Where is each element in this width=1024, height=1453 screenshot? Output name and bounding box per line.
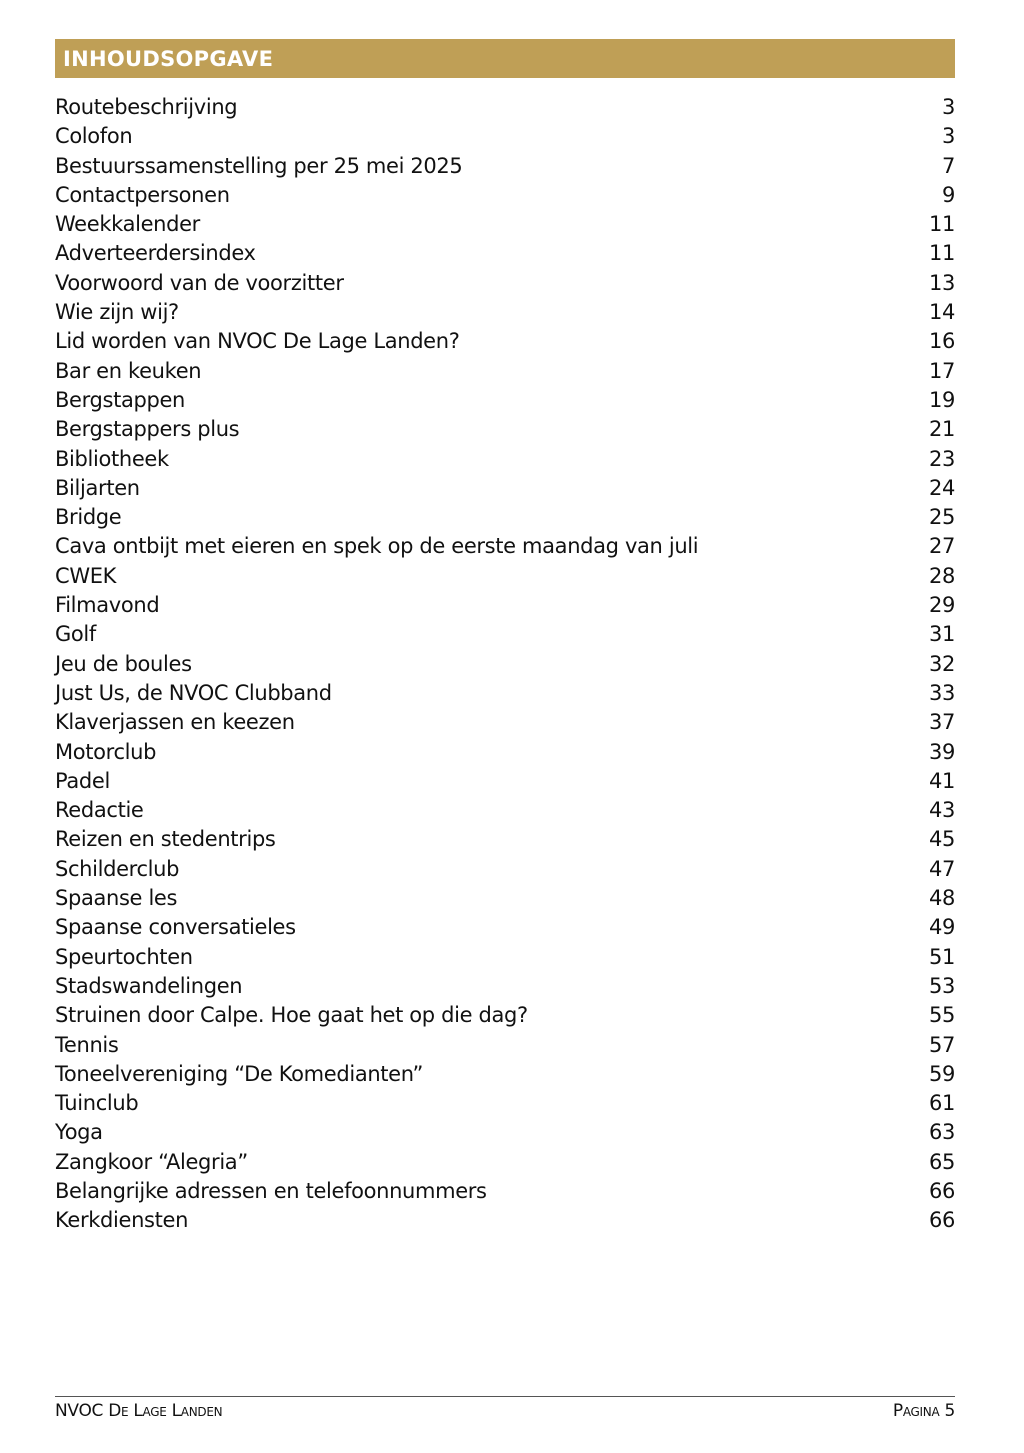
toc-entry-page-number[interactable]: 17 bbox=[928, 358, 955, 383]
toc-entry-title[interactable]: Tuinclub bbox=[55, 1091, 139, 1116]
toc-entry-title[interactable]: Padel bbox=[55, 768, 110, 793]
toc-entry[interactable] bbox=[55, 1148, 955, 1177]
toc-entry-page-number[interactable]: 11 bbox=[928, 212, 955, 237]
toc-entry-title[interactable]: Bar en keuken bbox=[55, 358, 202, 383]
toc-entry-page-number[interactable]: 28 bbox=[928, 563, 955, 588]
toc-entry[interactable] bbox=[55, 943, 955, 972]
toc-entry-title[interactable]: Filmavond bbox=[55, 593, 160, 618]
toc-entry[interactable] bbox=[55, 1001, 955, 1030]
toc-entry-title[interactable]: Struinen door Calpe. Hoe gaat het op die dag? bbox=[55, 1003, 528, 1028]
toc-entry-page-number[interactable]: 19 bbox=[928, 387, 955, 412]
toc-entry-page-number[interactable]: 16 bbox=[928, 329, 955, 354]
toc-entry-title[interactable]: Klaverjassen en keezen bbox=[55, 710, 295, 735]
footer-page-number: Pagina 5 bbox=[892, 1401, 955, 1421]
toc-entry[interactable] bbox=[55, 650, 955, 679]
toc-entry-title[interactable]: Just Us, de NVOC Clubband bbox=[55, 680, 332, 705]
toc-entry-title[interactable]: Bridge bbox=[55, 505, 122, 530]
toc-entry-page-number[interactable]: 47 bbox=[928, 856, 955, 881]
toc-entry[interactable] bbox=[55, 1060, 955, 1089]
toc-entry-page-number[interactable]: 31 bbox=[928, 622, 955, 647]
toc-entry-page-number[interactable]: 66 bbox=[928, 1178, 955, 1203]
toc-entry-page-number[interactable]: 3 bbox=[941, 124, 955, 149]
toc-entry[interactable] bbox=[55, 972, 955, 1001]
toc-entry-page-number[interactable]: 48 bbox=[928, 886, 955, 911]
toc-entry[interactable] bbox=[55, 210, 955, 239]
toc-entry[interactable] bbox=[55, 620, 955, 649]
toc-entry[interactable] bbox=[55, 738, 955, 767]
toc-entry[interactable] bbox=[55, 1206, 955, 1235]
table-of-contents bbox=[55, 93, 955, 1236]
toc-entry-title[interactable]: Jeu de boules bbox=[55, 651, 192, 676]
toc-entry-title[interactable]: Routebeschrijving bbox=[55, 95, 238, 119]
toc-entry-page-number[interactable]: 66 bbox=[928, 1208, 955, 1233]
toc-entry[interactable] bbox=[55, 269, 955, 298]
toc-entry[interactable] bbox=[55, 855, 955, 884]
toc-entry[interactable] bbox=[55, 122, 955, 151]
toc-entry-page-number[interactable]: 25 bbox=[928, 505, 955, 530]
toc-entry[interactable] bbox=[55, 825, 955, 854]
toc-entry-title[interactable]: Speurtochten bbox=[55, 944, 193, 969]
toc-entry-title[interactable]: CWEK bbox=[55, 563, 117, 588]
toc-entry-title[interactable]: Bestuurssamenstelling per 25 mei 2025 bbox=[55, 153, 463, 178]
toc-entry[interactable] bbox=[55, 239, 955, 268]
toc-entry[interactable] bbox=[55, 796, 955, 825]
toc-entry[interactable] bbox=[55, 767, 955, 796]
toc-entry-page-number[interactable]: 21 bbox=[928, 417, 955, 442]
toc-entry-title[interactable]: Contactpersonen bbox=[55, 182, 230, 207]
toc-entry[interactable] bbox=[55, 884, 955, 913]
toc-entry[interactable] bbox=[55, 1177, 955, 1206]
toc-entry-title[interactable]: Weekkalender bbox=[55, 212, 200, 237]
toc-entry-title[interactable]: Colofon bbox=[55, 124, 133, 149]
toc-entry-title[interactable]: Kerkdiensten bbox=[55, 1208, 189, 1233]
toc-entry-title[interactable]: Yoga bbox=[55, 1120, 103, 1145]
toc-entry[interactable] bbox=[55, 415, 955, 444]
toc-entry-page-number[interactable]: 59 bbox=[928, 1061, 955, 1086]
toc-entry-title[interactable]: Spaanse les bbox=[55, 886, 178, 911]
toc-entry[interactable] bbox=[55, 562, 955, 591]
toc-entry-page-number[interactable]: 45 bbox=[928, 827, 955, 852]
toc-entry[interactable] bbox=[55, 1089, 955, 1118]
toc-entry[interactable] bbox=[55, 708, 955, 737]
toc-entry-page-number[interactable]: 57 bbox=[928, 1032, 955, 1057]
toc-entry-page-number[interactable]: 14 bbox=[928, 300, 955, 325]
toc-entry-page-number[interactable]: 9 bbox=[941, 182, 955, 207]
toc-entry-page-number[interactable]: 53 bbox=[928, 973, 955, 998]
toc-entry[interactable] bbox=[55, 913, 955, 942]
toc-entry-page-number[interactable]: 65 bbox=[928, 1149, 955, 1174]
toc-entry-title[interactable]: Tennis bbox=[55, 1032, 119, 1057]
toc-entry[interactable] bbox=[55, 386, 955, 415]
footer-publication-name: NVOC De Lage Landen bbox=[55, 1401, 223, 1421]
toc-entry-title[interactable]: Golf bbox=[55, 622, 96, 647]
toc-entry-page-number[interactable]: 37 bbox=[928, 710, 955, 735]
toc-entry[interactable] bbox=[55, 591, 955, 620]
toc-entry-page-number[interactable]: 11 bbox=[928, 241, 955, 266]
toc-entry[interactable] bbox=[55, 1031, 955, 1060]
toc-entry[interactable] bbox=[55, 181, 955, 210]
toc-entry-page-number[interactable]: 27 bbox=[928, 534, 955, 559]
toc-entry-title[interactable]: Bergstappers plus bbox=[55, 417, 240, 442]
toc-entry[interactable] bbox=[55, 298, 955, 327]
toc-entry-title[interactable]: Zangkoor “Alegria” bbox=[55, 1149, 248, 1174]
toc-entry[interactable] bbox=[55, 1118, 955, 1147]
toc-entry[interactable] bbox=[55, 152, 955, 181]
toc-entry-title[interactable]: Reizen en stedentrips bbox=[55, 827, 276, 852]
toc-entry-page-number[interactable]: 33 bbox=[928, 680, 955, 705]
toc-entry-title[interactable]: Adverteerdersindex bbox=[55, 241, 256, 266]
toc-entry-title[interactable]: Wie zijn wij? bbox=[55, 300, 179, 325]
toc-entry-title[interactable]: Bibliotheek bbox=[55, 446, 169, 471]
toc-entry[interactable] bbox=[55, 357, 955, 386]
toc-entry-title[interactable]: Voorwoord van de voorzitter bbox=[55, 270, 344, 295]
page-title: INHOUDSOPGAVE bbox=[63, 46, 274, 71]
toc-entry-page-number[interactable]: 7 bbox=[941, 153, 955, 178]
footer-divider bbox=[55, 1396, 955, 1397]
toc-entry-title[interactable]: Lid worden van NVOC De Lage Landen? bbox=[55, 329, 460, 354]
toc-entry-page-number[interactable]: 61 bbox=[928, 1091, 955, 1116]
toc-entry[interactable] bbox=[55, 445, 955, 474]
toc-entry-page-number[interactable]: 55 bbox=[928, 1003, 955, 1028]
section-header-bar bbox=[55, 39, 955, 78]
toc-entry-page-number[interactable]: 3 bbox=[941, 95, 955, 119]
toc-entry-page-number[interactable]: 24 bbox=[928, 475, 955, 500]
toc-entry-page-number[interactable]: 13 bbox=[928, 270, 955, 295]
toc-entry-page-number[interactable]: 32 bbox=[928, 651, 955, 676]
toc-entry[interactable] bbox=[55, 327, 955, 356]
toc-entry[interactable] bbox=[55, 474, 955, 503]
toc-entry-page-number[interactable]: 49 bbox=[928, 915, 955, 940]
toc-entry-page-number[interactable]: 43 bbox=[928, 798, 955, 823]
toc-entry-title[interactable]: Redactie bbox=[55, 798, 144, 823]
toc-entry-title[interactable]: Spaanse conversatieles bbox=[55, 915, 296, 940]
toc-entry[interactable] bbox=[55, 503, 955, 532]
toc-entry-title[interactable]: Motorclub bbox=[55, 739, 157, 764]
toc-entry-title[interactable]: Toneelvereniging “De Komedianten” bbox=[55, 1061, 424, 1086]
toc-entry[interactable] bbox=[55, 532, 955, 561]
toc-entry-page-number[interactable]: 29 bbox=[928, 593, 955, 618]
toc-entry-title[interactable]: Schilderclub bbox=[55, 856, 180, 881]
toc-entry-page-number[interactable]: 41 bbox=[928, 768, 955, 793]
toc-entry[interactable] bbox=[55, 679, 955, 708]
toc-entry-title[interactable]: Biljarten bbox=[55, 475, 140, 500]
toc-entry-page-number[interactable]: 23 bbox=[928, 446, 955, 471]
toc-entry-title[interactable]: Cava ontbijt met eieren en spek op de eerste maandag van juli bbox=[55, 534, 699, 559]
toc-entry-title[interactable]: Bergstappen bbox=[55, 387, 186, 412]
toc-entry-page-number[interactable]: 63 bbox=[928, 1120, 955, 1145]
toc-entry-page-number[interactable]: 51 bbox=[928, 944, 955, 969]
toc-entry-title[interactable]: Stadswandelingen bbox=[55, 973, 243, 998]
toc-entry-page-number[interactable]: 39 bbox=[928, 739, 955, 764]
toc-entry[interactable] bbox=[55, 93, 955, 122]
toc-entry-title[interactable]: Belangrijke adressen en telefoonnummers bbox=[55, 1178, 487, 1203]
